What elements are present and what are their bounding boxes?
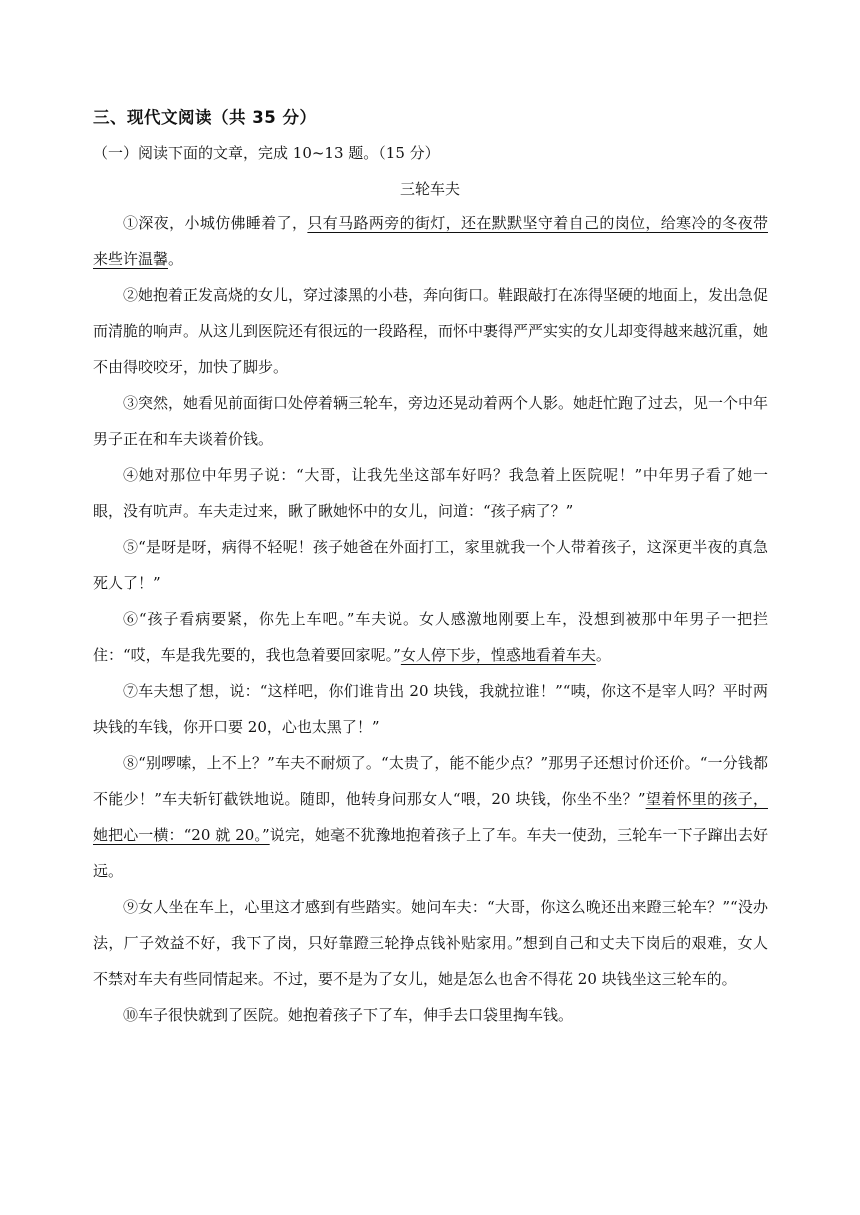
paragraph-1 (93, 205, 768, 277)
paragraph-7 (93, 673, 768, 745)
paragraph-3 (93, 385, 768, 457)
paragraph-text: ⑤“是呀是呀，病得不轻呢！孩子她爸在外面打工，家里就我一个人带着孩子，这深更半夜的真急死人了！” (93, 538, 768, 592)
paragraph-text: ①深夜，小城仿佛睡着了， (123, 214, 308, 232)
underlined-sentence: 女人停下步，惶惑地看着车夫 (400, 646, 596, 664)
underlined-sentence: 望着怀里的孩子，她把心一横：“20 就 20。” (93, 790, 768, 844)
paragraph-10 (93, 997, 768, 1033)
paragraph-text-tail: 。 (595, 646, 611, 664)
sub-instruction: （一）阅读下面的文章，完成 10~13 题。（15 分） (93, 144, 440, 162)
paragraph-text: ③突然，她看见前面街口处停着辆三轮车，旁边还晃动着两个人影。她赶忙跑了过去，见一个中年男子正在和车夫谈着价钱。 (93, 394, 769, 448)
underlined-sentence: 只有马路两旁的街灯，还在默默坚守着自己的岗位，给寒冷的冬夜带来些许温馨 (93, 214, 768, 268)
paragraph-text: ⑨女人坐在车上，心里这才感到有些踏实。她问车夫：“大哥，你这么晚还出来蹬三轮车？”“没办法，厂子效益不好，我下了岗，只好靠蹬三轮挣点钱补贴家用。”想到自己和丈夫下岗后的艰难，女人不禁对车夫有些同情起来。不过，要不是为了女儿，她是怎么也舍不得花 20 块钱坐这三轮车的。 (93, 898, 768, 988)
section-title: 三、现代文阅读（共 35 分） (93, 108, 317, 127)
paragraph-text: ②她抱着正发高烧的女儿，穿过漆黑的小巷，奔向街口。鞋跟敲打在冻得坚硬的地面上，发出急促而清脆的响声。从这儿到医院还有很远的一段路程，而怀中裹得严严实实的女儿却变得越来越沉重，她不由得咬咬牙，加快了脚步。 (93, 286, 769, 376)
paragraph-text: ⑦车夫想了想，说：“这样吧，你们谁肯出 20 块钱，我就拉谁！”“咦，你这不是宰人吗？平时两块钱的车钱，你开口要 20，心也太黑了！” (93, 682, 768, 736)
paragraph-text: ⑧“别啰嗦，上不上？”车夫不耐烦了。“太贵了，能不能少点？”那男子还想讨价还价。“一分钱都不能少！”车夫斩钉截铁地说。随即，他转身问那女人“喂，20 块钱，你坐不坐？” (93, 754, 768, 808)
paragraph-2 (93, 277, 768, 385)
paragraph-text-tail: 说完，她毫不犹豫地抱着孩子上了车。车夫一使劲，三轮车一下子蹿出去好远。 (93, 826, 768, 880)
paragraph-text: ④她对那位中年男子说：“大哥，让我先坐这部车好吗？我急着上医院呢！”中年男子看了她一眼，没有吭声。车夫走过来，瞅了瞅她怀中的女儿，问道：“孩子病了？” (93, 466, 768, 520)
paragraph-4 (93, 457, 768, 529)
paragraph-text-tail: 。 (168, 250, 184, 268)
essay-title: 三轮车夫 (399, 180, 460, 198)
paragraph-text: ⑥“孩子看病要紧，你先上车吧。”车夫说。女人感激地刚要上车，没想到被那中年男子一把拦住：“哎，车是我先要的，我也急着要回家呢。” (93, 610, 768, 664)
paragraph-text: ⑩车子很快就到了医院。她抱着孩子下了车，伸手去口袋里掏车钱。 (123, 1006, 574, 1024)
paragraph-6 (93, 601, 768, 673)
paragraph-5 (93, 529, 768, 601)
paragraph-9 (93, 889, 768, 997)
essay-body (93, 205, 768, 1033)
paragraph-8 (93, 745, 768, 889)
